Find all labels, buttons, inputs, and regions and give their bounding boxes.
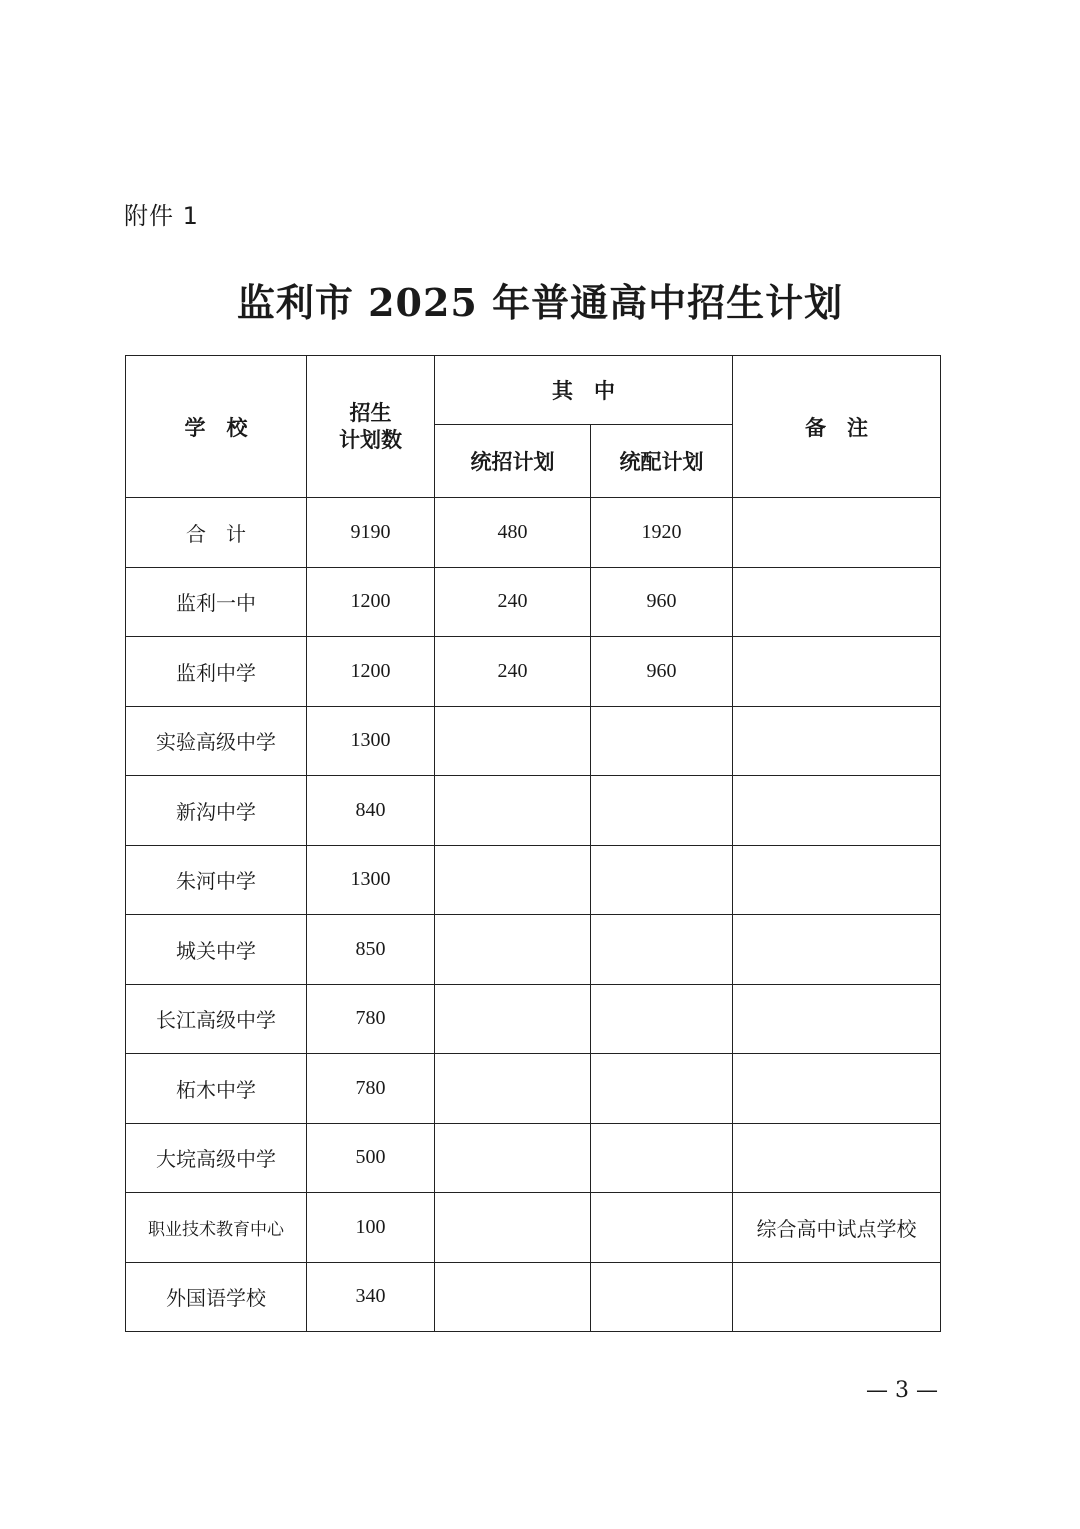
- school-name: 城关中学: [126, 915, 307, 985]
- allocated-count: 1920: [591, 498, 733, 568]
- school-name: 监利一中: [126, 567, 307, 637]
- school-name: 新沟中学: [126, 776, 307, 846]
- plan-count: 780: [307, 1054, 435, 1124]
- unified-count: 480: [435, 498, 591, 568]
- allocated-count: [591, 1193, 733, 1263]
- allocated-count: 960: [591, 637, 733, 707]
- table-row: [126, 1193, 941, 1263]
- school-name: 柘木中学: [126, 1054, 307, 1124]
- allocated-count: [591, 706, 733, 776]
- school-name: 朱河中学: [126, 845, 307, 915]
- plan-count: 1300: [307, 706, 435, 776]
- table-row: [126, 1123, 941, 1193]
- allocated-count: [591, 1054, 733, 1124]
- header-allocated-plan: 统配计划: [591, 425, 733, 498]
- school-name: 合 计: [126, 498, 307, 568]
- unified-count: [435, 1193, 591, 1263]
- note-cell: [733, 776, 941, 846]
- note-cell: [733, 1262, 941, 1332]
- table-row: [126, 776, 941, 846]
- enrollment-plan-table: [125, 355, 941, 1332]
- header-notes: 备 注: [733, 356, 941, 498]
- school-name: 外国语学校: [126, 1262, 307, 1332]
- table-row: [126, 915, 941, 985]
- allocated-count: [591, 1262, 733, 1332]
- allocated-count: 960: [591, 567, 733, 637]
- table-row: [126, 845, 941, 915]
- unified-count: [435, 1054, 591, 1124]
- plan-count: 1200: [307, 567, 435, 637]
- document-title: 监利市 2025 年普通高中招生计划: [236, 280, 844, 325]
- table-row: [126, 1054, 941, 1124]
- header-among: 其 中: [435, 356, 733, 425]
- unified-count: [435, 1123, 591, 1193]
- unified-count: [435, 776, 591, 846]
- plan-count: 780: [307, 984, 435, 1054]
- page-number: — 3 —: [866, 1378, 938, 1403]
- plan-count: 340: [307, 1262, 435, 1332]
- unified-count: [435, 984, 591, 1054]
- note-cell: [733, 915, 941, 985]
- header-school: 学 校: [126, 356, 307, 498]
- note-cell: 综合高中试点学校: [733, 1193, 941, 1263]
- plan-count: 840: [307, 776, 435, 846]
- plan-count: 1300: [307, 845, 435, 915]
- note-cell: [733, 637, 941, 707]
- attachment-label: 附件 1: [124, 202, 199, 230]
- school-name: 监利中学: [126, 637, 307, 707]
- note-cell: [733, 1054, 941, 1124]
- unified-count: [435, 1262, 591, 1332]
- note-cell: [733, 845, 941, 915]
- table-row: [126, 637, 941, 707]
- unified-count: [435, 706, 591, 776]
- school-name: 职业技术教育中心: [126, 1193, 307, 1263]
- unified-count: [435, 915, 591, 985]
- note-cell: [733, 498, 941, 568]
- allocated-count: [591, 845, 733, 915]
- header-plan-count: [307, 356, 435, 498]
- plan-count: 100: [307, 1193, 435, 1263]
- note-cell: [733, 984, 941, 1054]
- school-name: 大垸高级中学: [126, 1123, 307, 1193]
- allocated-count: [591, 1123, 733, 1193]
- table-row: [126, 498, 941, 568]
- allocated-count: [591, 915, 733, 985]
- unified-count: 240: [435, 567, 591, 637]
- header-plan-line1: 招生: [349, 401, 392, 426]
- plan-count: 500: [307, 1123, 435, 1193]
- unified-count: [435, 845, 591, 915]
- header-unified-plan: 统招计划: [435, 425, 591, 498]
- school-name: 实验高级中学: [126, 706, 307, 776]
- plan-count: 9190: [307, 498, 435, 568]
- note-cell: [733, 706, 941, 776]
- plan-count: 1200: [307, 637, 435, 707]
- header-plan-line2: 计划数: [339, 427, 402, 452]
- allocated-count: [591, 776, 733, 846]
- plan-count: 850: [307, 915, 435, 985]
- unified-count: 240: [435, 637, 591, 707]
- school-name: 长江高级中学: [126, 984, 307, 1054]
- table-row: [126, 706, 941, 776]
- note-cell: [733, 1123, 941, 1193]
- allocated-count: [591, 984, 733, 1054]
- table-row: [126, 1262, 941, 1332]
- table-row: [126, 984, 941, 1054]
- table-row: [126, 567, 941, 637]
- note-cell: [733, 567, 941, 637]
